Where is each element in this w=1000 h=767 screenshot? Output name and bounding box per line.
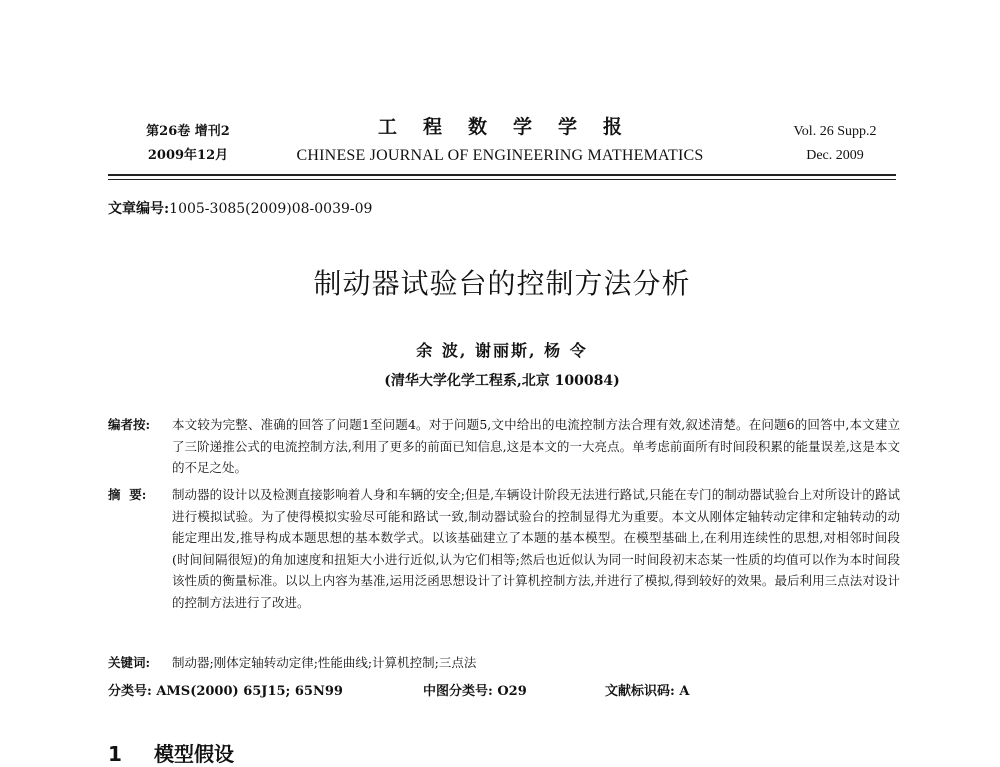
date-en: Dec. 2009 — [806, 148, 864, 163]
document-code: 文献标识码: A — [605, 684, 690, 699]
section-number: 1 — [108, 742, 122, 766]
clc-classification: 中图分类号: O29 — [423, 684, 527, 699]
abstract-text: 制动器的设计以及检测直接影响着人身和车辆的安全;但是,车辆设计阶段无法进行路试,只能在专门的制动器试验台上对所设计的路试进行模拟试验。为了使得模拟实验尽可能和路试一致,制动器试验台的控制显得尤为重要。本文从刚体定轴转动定律和定轴转动的动能定理出发,推导构成本题思想的基本数学式。以该基础建立了本题的基本模型。在模型基础上,在利用连续性的思想,对相邻时间段(时间间隔很短)的角加速度和扭矩大小进行近似,认为它们相等;然后也近似认为同一时间段初末态某一性质的均值可以作为本时间段该性质的衡量标准。以以上内容为基准,运用泛函思想设计了计算机控制方法,并进行了模拟,得到较好的效果。最后利用三点法对设计的控制方法进行了改进。 — [172, 487, 900, 610]
journal-name-en: CHINESE JOURNAL OF ENGINEERING MATHEMATICS — [296, 147, 704, 164]
section-heading — [108, 738, 234, 767]
header-rule-thin — [108, 179, 896, 180]
header-rule-thick — [108, 174, 896, 176]
volume-cn: 第26卷 增刊2 — [146, 124, 230, 139]
date-cn: 2009年12月 — [147, 148, 229, 163]
article-number-value: 1005-3085(2009)08-0039-09 — [169, 201, 373, 217]
keywords — [108, 652, 900, 674]
article-number — [108, 198, 372, 218]
keywords-text: 制动器;刚体定轴转动定律;性能曲线;计算机控制;三点法 — [172, 655, 477, 670]
journal-name — [260, 112, 740, 170]
article-number-label: 文章编号: — [108, 201, 170, 217]
affiliation: (清华大学化学工程系,北京 100084) — [384, 373, 620, 389]
editor-note — [108, 414, 900, 479]
editor-note-text: 本文较为完整、准确的回答了问题1至问题4。对于问题5,文中给出的电流控制方法合理有效,叙述清楚。在问题6的回答中,本文建立了三阶递推公式的电流控制方法,利用了更多的前面已知信息,这是本文的一大亮点。单考虑前面所有时间段积累的能量误差,这是本文的不足之处。 — [172, 417, 900, 475]
journal-name-cn: 工程数学学报 — [377, 116, 648, 138]
volume-info-en — [760, 120, 910, 168]
abstract-label: 摘 要: — [108, 487, 147, 502]
editor-note-label: 编者按: — [108, 417, 151, 432]
keywords-label: 关键词: — [108, 655, 151, 670]
abstract — [108, 484, 900, 613]
section-title: 模型假设 — [154, 742, 234, 766]
volume-en: Vol. 26 Supp.2 — [793, 124, 877, 139]
ams-classification: 分类号: AMS(2000) 65J15; 65N99 — [108, 684, 343, 699]
paper-title: 制动器试验台的控制方法分析 — [313, 267, 691, 300]
authors: 余 波, 谢丽斯, 杨 令 — [416, 341, 588, 360]
volume-info-cn — [118, 120, 258, 168]
